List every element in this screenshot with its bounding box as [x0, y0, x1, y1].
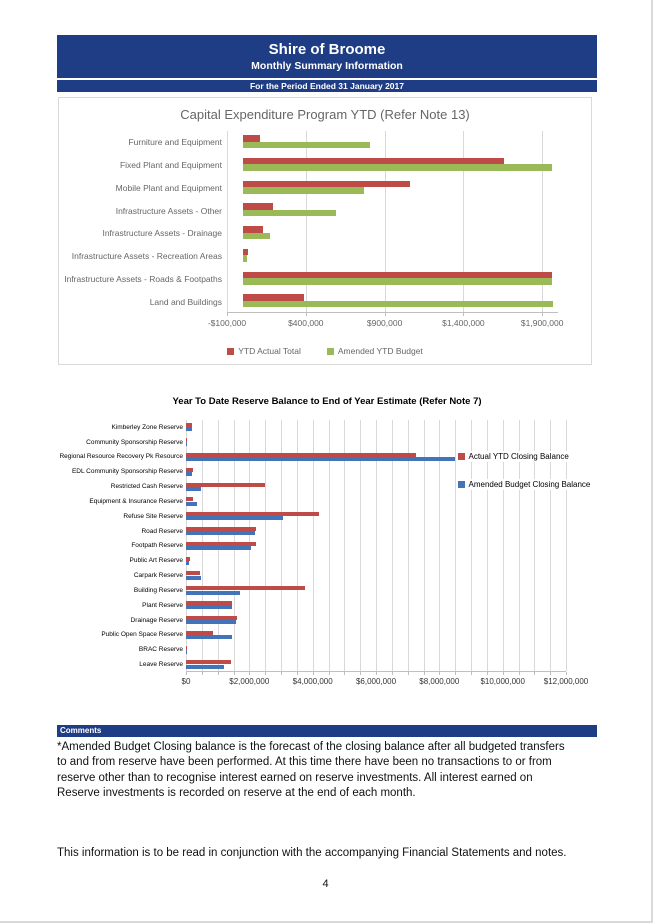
legend-swatch-icon — [458, 481, 465, 488]
axis-tick — [408, 672, 409, 675]
chart1-title: Capital Expenditure Program YTD (Refer Note 13) — [180, 107, 470, 122]
category-label: Community Sponsorship Reserve — [86, 438, 183, 446]
category-label: Public Art Reserve — [129, 557, 183, 565]
axis-tick — [566, 672, 567, 675]
report-subtitle: Monthly Summary Information — [251, 60, 403, 72]
axis-tick — [344, 672, 345, 675]
axis-tick — [455, 672, 456, 675]
category-label: Leave Reserve — [139, 661, 183, 669]
chart1-legend — [59, 346, 591, 356]
report-header — [57, 35, 597, 92]
axis-tick-label: $900,000 — [366, 318, 403, 328]
footer-note: This information is to be read in conjunction with the accompanying Financial Statements and notes. — [57, 847, 567, 859]
bar-amended-budget-closing-balance — [186, 665, 224, 669]
axis-tick — [519, 672, 520, 675]
axis-tick — [329, 672, 330, 675]
axis-tick-label: $4,000,000 — [292, 677, 333, 686]
bar-amended-budget-closing-balance — [186, 591, 240, 595]
capital-expenditure-chart — [58, 97, 592, 365]
axis-tick — [218, 672, 219, 675]
bar-amended-budget-closing-balance — [186, 546, 251, 550]
chart2-category-labels — [57, 420, 183, 672]
chart2-legend — [456, 451, 592, 490]
bar-amended-ytd-budget — [243, 233, 270, 240]
bar-amended-ytd-budget — [243, 255, 247, 262]
axis-tick — [313, 672, 314, 675]
bar-amended-budget-closing-balance — [186, 576, 201, 580]
axis-tick — [265, 672, 266, 675]
bar-amended-budget-closing-balance — [186, 561, 189, 565]
category-label: Infrastructure Assets - Other — [115, 205, 222, 216]
legend-swatch-icon — [327, 348, 334, 355]
axis-tick — [306, 313, 307, 316]
axis-tick-label: $6,000,000 — [355, 677, 397, 686]
category-label: Furniture and Equipment — [128, 137, 222, 148]
bar-amended-budget-closing-balance — [186, 457, 455, 461]
category-label: Fixed Plant and Equipment — [119, 160, 222, 171]
category-label: Carpark Reserve — [133, 572, 183, 580]
category-label: Building Reserve — [133, 586, 183, 594]
category-label: Public Open Space Reserve — [101, 631, 183, 639]
chart1-plot-area — [227, 131, 558, 313]
axis-tick-label: $1,900,000 — [520, 318, 564, 328]
axis-tick — [234, 672, 235, 675]
comments-text: *Amended Budget Closing balance is the forecast of the closing balance after all budgeted transfers to and from reserve have been performed. At this time there have been no transactions to or from reserve other than to recognise interest earned on reserve investments. All interest earned on Reserve investments is recorded on reserve at the end of each month. — [57, 741, 565, 800]
axis-tick — [202, 672, 203, 675]
axis-tick — [249, 672, 250, 675]
axis-tick — [463, 313, 464, 316]
axis-tick — [503, 672, 504, 675]
bar-amended-budget-closing-balance — [186, 620, 236, 624]
report-title: Shire of Broome — [268, 41, 386, 58]
category-label: Restricted Cash Reserve — [110, 483, 183, 491]
category-label: Equipment & Insurance Reserve — [89, 497, 183, 505]
report-period: For the Period Ended 31 January 2017 — [57, 80, 597, 92]
legend-label: YTD Actual Total — [238, 346, 301, 356]
axis-tick — [297, 672, 298, 675]
bar-amended-ytd-budget — [243, 164, 552, 171]
bar-amended-budget-closing-balance — [186, 605, 232, 609]
axis-tick — [227, 313, 228, 316]
chart2-x-axis — [181, 672, 589, 688]
legend-item — [456, 479, 592, 490]
axis-tick — [376, 672, 377, 675]
category-label: Mobile Plant and Equipment — [115, 182, 222, 193]
bar-amended-ytd-budget — [243, 210, 336, 217]
bar-amended-ytd-budget — [243, 278, 552, 285]
header-main-band — [57, 35, 597, 78]
bar-amended-budget-closing-balance — [186, 487, 201, 491]
legend-label: Amended Budget Closing Balance — [468, 480, 591, 489]
category-label: EDL Community Sponsorship Reserve — [71, 468, 183, 476]
bar-amended-budget-closing-balance — [186, 650, 187, 654]
legend-item — [327, 346, 423, 356]
gridline — [542, 131, 543, 312]
bar-amended-budget-closing-balance — [186, 442, 187, 446]
category-label: Refuse Site Reserve — [123, 512, 183, 520]
bar-amended-budget-closing-balance — [186, 427, 192, 431]
bar-amended-budget-closing-balance — [186, 635, 232, 639]
legend-swatch-icon — [458, 453, 465, 460]
category-label: Regional Resource Recovery Pk Resource — [59, 453, 183, 461]
axis-tick-label: $1,400,000 — [442, 318, 485, 328]
bar-amended-budget-closing-balance — [186, 502, 197, 506]
legend-label: Amended YTD Budget — [337, 346, 423, 356]
reserve-balance-chart — [57, 388, 597, 690]
axis-tick — [542, 313, 543, 316]
axis-tick — [186, 672, 187, 675]
bar-amended-budget-closing-balance — [186, 472, 192, 476]
comments-section-header: Comments — [57, 725, 597, 737]
category-label: Infrastructure Assets - Roads & Footpaths — [64, 273, 222, 284]
category-label: Kimberley Zone Reserve — [111, 423, 183, 431]
category-label: BRAC Reserve — [138, 646, 183, 654]
legend-swatch-icon — [227, 348, 234, 355]
axis-tick-label: $0 — [181, 677, 191, 686]
bar-amended-budget-closing-balance — [186, 531, 255, 535]
axis-tick — [385, 313, 386, 316]
category-label: Footpath Reserve — [131, 542, 183, 550]
axis-tick — [487, 672, 488, 675]
legend-item — [227, 346, 301, 356]
category-label: Land and Buildings — [149, 296, 222, 307]
axis-tick — [392, 672, 393, 675]
chart1-category-labels — [59, 131, 222, 313]
category-label: Plant Reserve — [142, 601, 183, 609]
legend-item — [456, 451, 592, 462]
axis-tick-label: -$100,000 — [207, 318, 247, 328]
category-label: Infrastructure Assets - Drainage — [102, 228, 222, 239]
axis-tick-label: $12,000,000 — [543, 677, 589, 686]
axis-tick-label: $8,000,000 — [419, 677, 460, 686]
gridline — [227, 131, 228, 312]
bar-amended-ytd-budget — [243, 301, 554, 308]
chart2-title: Year To Date Reserve Balance to End of Year Estimate (Refer Note 7) — [172, 396, 482, 407]
chart1-x-axis — [207, 313, 564, 329]
bar-amended-budget-closing-balance — [186, 516, 283, 520]
category-label: Drainage Reserve — [130, 616, 183, 624]
category-label: Road Reserve — [141, 527, 183, 535]
axis-tick — [534, 672, 535, 675]
bar-amended-ytd-budget — [243, 187, 364, 194]
axis-tick — [471, 672, 472, 675]
axis-tick — [550, 672, 551, 675]
axis-tick — [281, 672, 282, 675]
axis-tick-label: $2,000,000 — [229, 677, 270, 686]
axis-tick — [424, 672, 425, 675]
axis-tick — [360, 672, 361, 675]
bar-amended-ytd-budget — [243, 142, 371, 149]
legend-label: Actual YTD Closing Balance — [468, 452, 569, 461]
axis-tick — [439, 672, 440, 675]
axis-tick-label: $10,000,000 — [480, 677, 525, 686]
page-number: 4 — [322, 878, 329, 890]
axis-tick-label: $400,000 — [288, 318, 324, 328]
category-label: Infrastructure Assets - Recreation Areas — [71, 251, 222, 262]
